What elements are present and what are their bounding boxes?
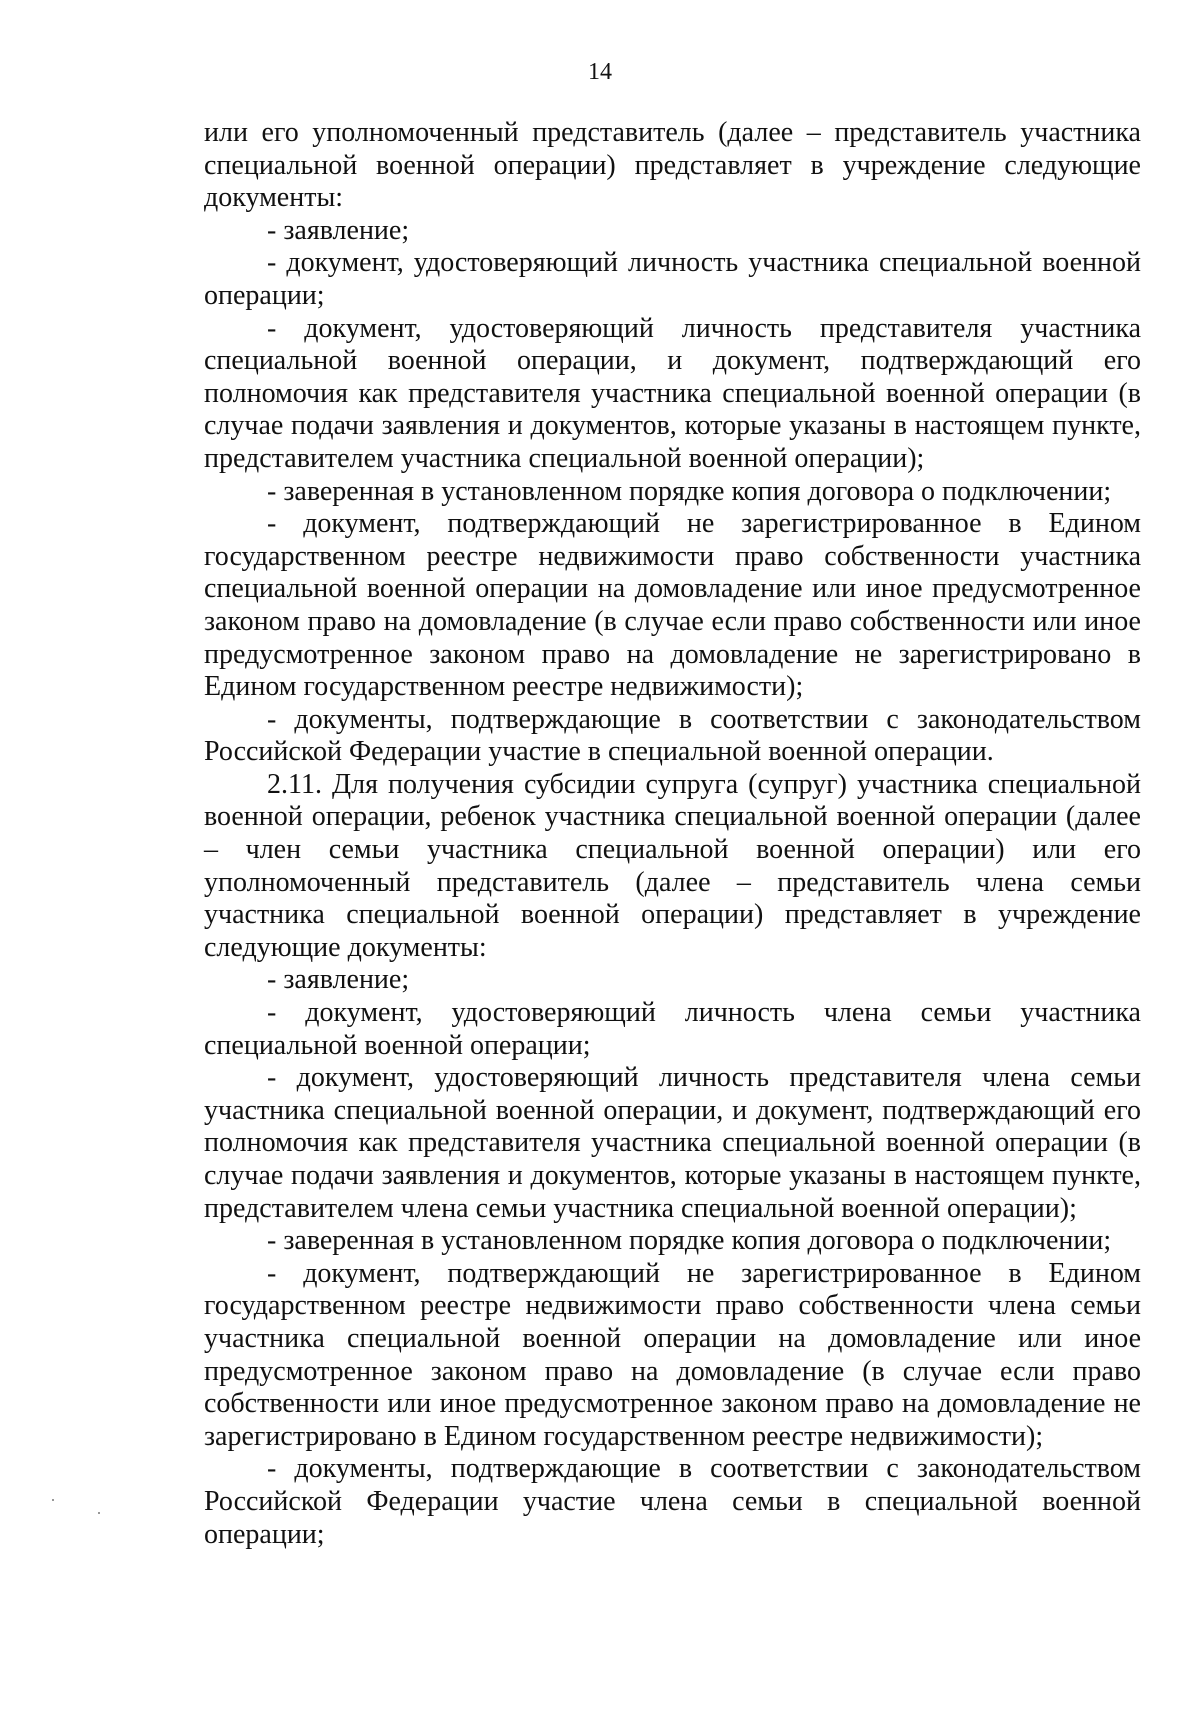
list-item-application-family: - заявление; (267, 964, 410, 996)
section-2-11-paragraph: 2.11. Для получения субсидии супруга (супруг) участника специальной военной операции, ребенок участника специальной военной операции (далее – член семьи участника специальной военной операции) или его уполномоченный представитель (далее – представитель члена семьи участника специальной военной операции) представляет в учреждение следующие документы: (204, 768, 1141, 963)
list-item-contract-copy: - заверенная в установленном порядке копия договора о подключении; (267, 475, 1112, 507)
document-body (204, 117, 1141, 1551)
list-item-participant-id: - документ, удостоверяющий личность участника специальной военной операции; (204, 247, 1141, 311)
paragraph-intro: или его уполномоченный представитель (далее – представитель участника специальной военной операции) представляет в учреждение следующие документы: (204, 117, 1141, 214)
list-item-family-member-id: - документ, удостоверяющий личность члена семьи участника специальной военной операции; (204, 997, 1141, 1061)
list-item-family-representative-id: - документ, удостоверяющий личность представителя члена семьи участника специальной военной операции, и документ, подтверждающий его полномочия как представителя участника специальной военной операции (в случае подачи заявления и документов, которые указаны в настоящем пункте, представителем члена семьи участника специальной военной операции); (204, 1062, 1141, 1224)
list-item-representative-id: - документ, удостоверяющий личность представителя участника специальной военной операции, и документ, подтверждающий его полномочия как представителя участника специальной военной операции (в случае подачи заявления и документов, которые указаны в настоящем пункте, представителем участника специальной военной операции); (204, 312, 1141, 474)
list-item-ownership-document: - документ, подтверждающий не зарегистрированное в Едином государственном реестре недвижимости право собственности участника специальной военной операции на домовладение или иное предусмотренное законом право на домовладение (в случае если право собственности или иное предусмотренное законом право на домовладение не зарегистрировано в Едином государственном реестре недвижимости); (204, 508, 1141, 703)
list-item-family-ownership-document: - документ, подтверждающий не зарегистрированное в Едином государственном реестре недвижимости право собственности члена семьи участника специальной военной операции на домовладение или иное предусмотренное законом право на домовладение (в случае если право собственности или иное предусмотренное законом право на домовладение не зарегистрировано в Едином государственном реестре недвижимости); (204, 1257, 1141, 1452)
scan-speck (52, 1499, 54, 1501)
page-number: 14 (588, 59, 612, 85)
scan-speck (98, 1512, 100, 1514)
list-item-participation-documents: - документы, подтверждающие в соответствии с законодательством Российской Федерации участие в специальной военной операции. (204, 703, 1141, 768)
list-item-family-participation-documents: - документы, подтверждающие в соответствии с законодательством Российской Федерации участие члена семьи в специальной военной операции; (204, 1453, 1141, 1550)
list-item-contract-copy-family: - заверенная в установленном порядке копия договора о подключении; (267, 1225, 1112, 1257)
list-item-application: - заявление; (267, 214, 410, 246)
